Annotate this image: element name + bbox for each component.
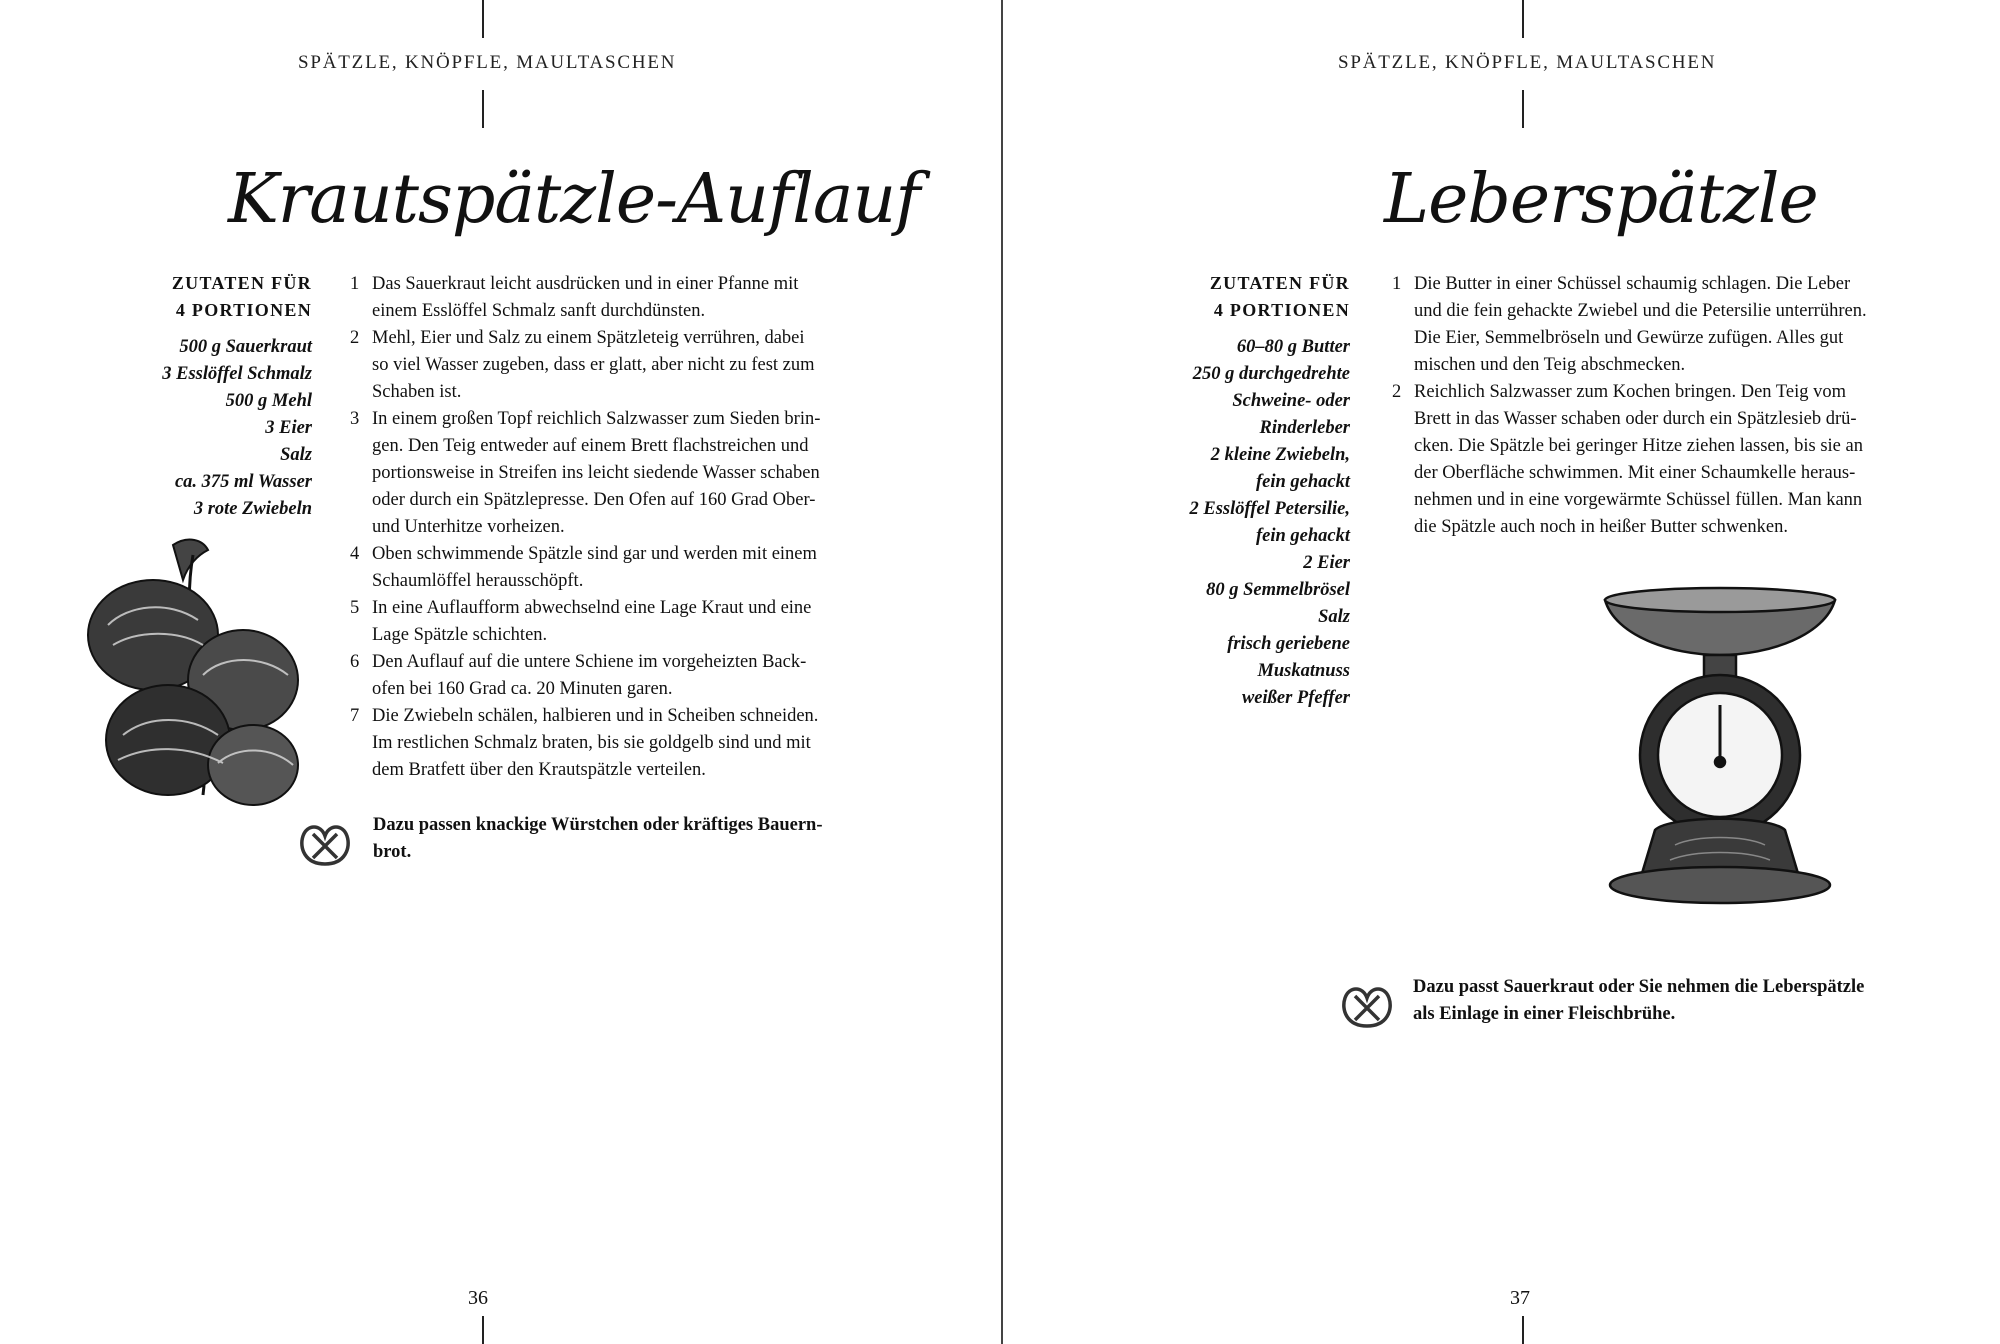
step-text-line: nehmen und in eine vorgewärmte Schüssel füllen. Man kann (1414, 490, 1863, 510)
step-text-line: dem Bratfett über den Krautspätzle verteilen. (372, 760, 706, 780)
recipe-title: Krautspätzle-Auflauf (228, 160, 920, 239)
ingredient-item: 250 g durchgedrehte (1192, 364, 1350, 384)
step-text-line: einem Esslöffel Schmalz sanft durchdünsten. (372, 301, 706, 321)
step-text-line: Oben schwimmende Spätzle sind gar und werden mit einem (372, 544, 817, 564)
ingredient-item: 3 Eier (265, 418, 312, 438)
ingredient-item: 2 Esslöffel Petersilie, (1189, 499, 1350, 519)
recipe-step (350, 595, 870, 649)
ingredients-block (32, 270, 312, 523)
step-text-line: Das Sauerkraut leicht ausdrücken und in einer Pfanne mit (372, 274, 799, 294)
step-text-line: die Spätzle auch noch in heißer Butter schwenken. (1414, 517, 1788, 537)
step-number: 1 (350, 274, 360, 294)
serving-tip: Dazu passt Sauerkraut oder Sie nehmen die Leberspätzle als Einlage in einer Fleischbrühe. (1413, 977, 1865, 1024)
step-number: 4 (350, 544, 360, 564)
step-text-line: Schaben ist. (372, 382, 462, 402)
step-text-line: mischen und den Teig abschmecken. (1414, 355, 1686, 375)
step-text-line: der Oberfläche schwimmen. Mit einer Schaumkelle heraus- (1414, 463, 1856, 483)
ingredient-item: 3 rote Zwiebeln (193, 499, 312, 519)
running-head: SPÄTZLE, KNÖPFLE, MAULTASCHEN (298, 52, 677, 73)
steps-list (1392, 271, 1912, 541)
step-number: 6 (350, 652, 360, 672)
recipe-step (1392, 379, 1912, 541)
recipe-title: Leberspätzle (1384, 160, 1818, 239)
step-number: 3 (350, 409, 360, 429)
ingredient-item: Salz (1318, 607, 1350, 627)
crop-mark (482, 1316, 484, 1344)
step-number: 7 (350, 706, 360, 726)
recipe-step (350, 541, 870, 595)
step-text-line: Mehl, Eier und Salz zu einem Spätzleteig verrühren, dabei (372, 328, 805, 348)
ingredient-item: Schweine- oder (1232, 391, 1350, 411)
ingredient-item: weißer Pfeffer (1241, 688, 1350, 708)
step-number: 2 (1392, 382, 1402, 402)
step-text-line: portionsweise in Streifen ins leicht siedende Wasser schaben (372, 463, 820, 483)
recipe-step (350, 649, 870, 703)
book-spine (1001, 0, 1003, 1344)
step-text-line: oder durch ein Spätzlepresse. Den Ofen auf 160 Grad Ober- (372, 490, 816, 510)
recipe-step (350, 406, 870, 541)
kitchen-scale-illustration (1600, 580, 1840, 930)
crop-mark (1522, 0, 1524, 38)
crop-mark (482, 0, 484, 38)
step-number: 2 (350, 328, 360, 348)
step-text-line: Brett in das Wasser schaben oder durch ein Spätzlesieb drü- (1414, 409, 1857, 429)
step-text-line: gen. Den Teig entweder auf einem Brett flachstreichen und (372, 436, 809, 456)
step-text-line: Im restlichen Schmalz braten, bis sie goldgelb sind und mit (372, 733, 811, 753)
ingredient-item: ca. 375 ml Wasser (174, 472, 312, 492)
ingredient-item: fein gehackt (1255, 526, 1350, 546)
ingredient-item: frisch geriebene (1227, 634, 1350, 654)
page-number: 36 (468, 1287, 488, 1309)
ingredients-heading: ZUTATEN FÜR 4 PORTIONEN (171, 273, 312, 320)
step-text-line: Lage Spätzle schichten. (372, 625, 548, 645)
onions-illustration (78, 535, 308, 810)
ingredient-item: 2 Eier (1303, 553, 1350, 573)
pretzel-icon (295, 818, 355, 870)
ingredients-block (1070, 270, 1350, 712)
recipe-step (350, 703, 870, 784)
ingredient-item: fein gehackt (1255, 472, 1350, 492)
ingredients-list (32, 334, 312, 523)
ingredient-item: 500 g Sauerkraut (179, 337, 312, 357)
step-text-line: und die fein gehackte Zwiebel und die Petersilie unterrühren. (1414, 301, 1867, 321)
steps-list (350, 271, 870, 784)
page-number: 37 (1510, 1287, 1530, 1309)
recipe-step (1392, 271, 1912, 379)
step-text-line: Die Zwiebeln schälen, halbieren und in Scheiben schneiden. (372, 706, 819, 726)
crop-mark (1522, 1316, 1524, 1344)
running-head: SPÄTZLE, KNÖPFLE, MAULTASCHEN (1338, 52, 1717, 73)
ingredients-list (1070, 334, 1350, 712)
ingredient-item: Muskatnuss (1257, 661, 1350, 681)
step-text-line: und Unterhitze vorheizen. (372, 517, 565, 537)
step-text-line: In eine Auflaufform abwechselnd eine Lage Kraut und eine (372, 598, 812, 618)
step-text-line: Die Eier, Semmelbröseln und Gewürze zufügen. Alles gut (1414, 328, 1844, 348)
crop-mark (1522, 90, 1524, 128)
step-number: 5 (350, 598, 360, 618)
right-page (1004, 0, 2000, 1344)
serving-tip: Dazu passen knackige Würstchen oder kräftiges Bauern- brot. (373, 815, 823, 862)
ingredient-item: 60–80 g Butter (1236, 337, 1350, 357)
crop-mark (482, 90, 484, 128)
step-text-line: Die Butter in einer Schüssel schaumig schlagen. Die Leber (1414, 274, 1851, 294)
recipe-step (350, 325, 870, 406)
ingredient-item: 80 g Semmelbrösel (1206, 580, 1350, 600)
step-text-line: ofen bei 160 Grad ca. 20 Minuten garen. (372, 679, 673, 699)
step-text-line: Schaumlöffel herausschöpft. (372, 571, 584, 591)
ingredient-item: 3 Esslöffel Schmalz (162, 364, 312, 384)
step-text-line: Den Auflauf auf die untere Schiene im vorgeheizten Back- (372, 652, 807, 672)
step-text-line: Reichlich Salzwasser zum Kochen bringen. Den Teig vom (1414, 382, 1846, 402)
ingredient-item: 2 kleine Zwiebeln, (1210, 445, 1350, 465)
ingredient-item: Rinderleber (1259, 418, 1350, 438)
recipe-step (350, 271, 870, 325)
step-number: 1 (1392, 274, 1402, 294)
step-text-line: so viel Wasser zugeben, dass er glatt, aber nicht zu fest zum (372, 355, 815, 375)
ingredient-item: Salz (280, 445, 312, 465)
step-text-line: cken. Die Spätzle bei geringer Hitze ziehen lassen, bis sie an (1414, 436, 1863, 456)
pretzel-icon (1337, 980, 1397, 1032)
ingredient-item: 500 g Mehl (225, 391, 312, 411)
ingredients-heading: ZUTATEN FÜR 4 PORTIONEN (1209, 273, 1350, 320)
step-text-line: In einem großen Topf reichlich Salzwasser zum Sieden brin- (372, 409, 821, 429)
